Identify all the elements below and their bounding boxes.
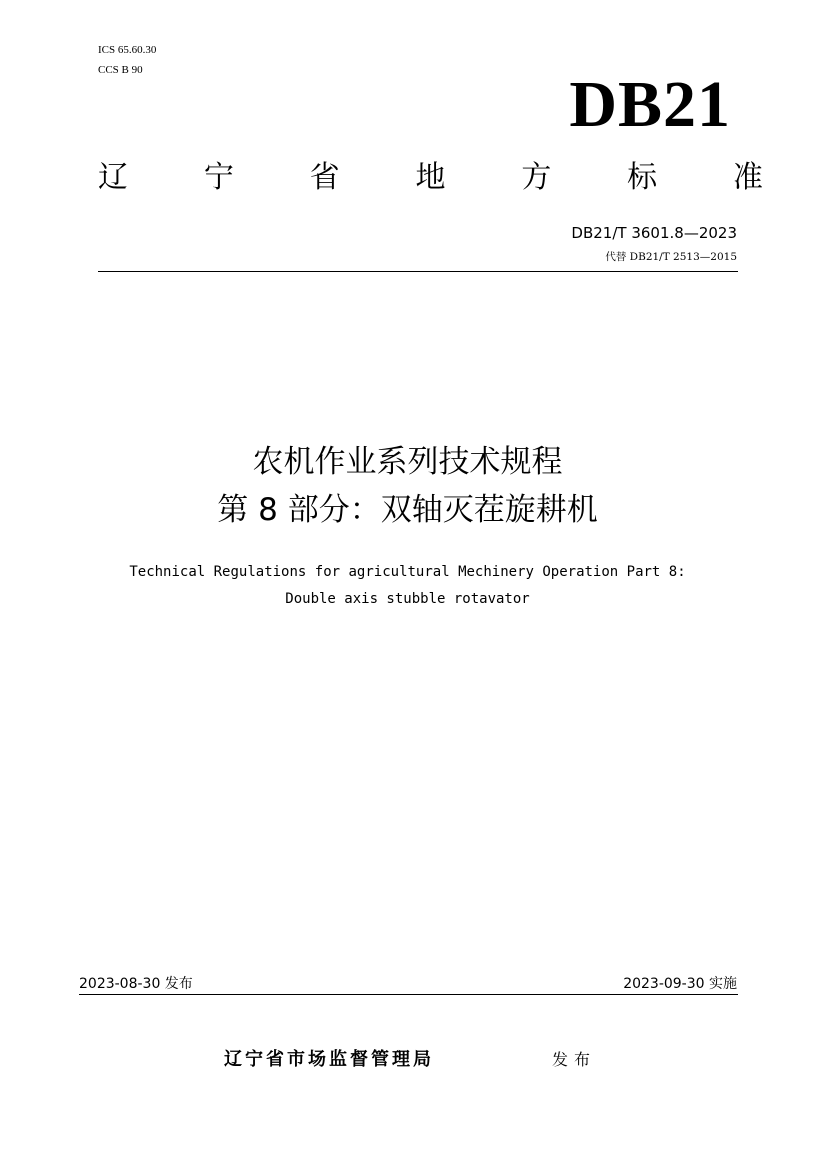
standard-class-title	[98, 158, 763, 198]
document-subtitle: 第 8 部分：双轴灭茬旋耕机	[217, 492, 598, 528]
implementation-date: 2023-09-30 实施	[623, 976, 737, 992]
db-logo: DB21	[569, 68, 731, 141]
footer-divider	[79, 994, 738, 995]
ccs-code: CCS B 90	[98, 64, 143, 76]
standard-class-char: 地	[415, 160, 446, 195]
standard-class-char: 辽	[98, 160, 128, 195]
issuing-authority: 辽宁省市场监督管理局	[224, 1049, 434, 1070]
standard-number: DB21/T 3601.8—2023	[571, 224, 737, 242]
header-divider	[98, 271, 738, 272]
english-title-line-2: Double axis stubble rotavator	[285, 591, 530, 607]
document-title: 农机作业系列技术规程	[252, 444, 563, 480]
standard-class-char: 宁	[203, 160, 234, 195]
standard-class-char: 标	[627, 160, 658, 195]
english-title-line-1: Technical Regulations for agricultural Mechinery Operation Part 8:	[129, 564, 686, 580]
replaces-standard: 代替 DB21/T 2513—2015	[605, 251, 737, 263]
standard-class-char: 省	[309, 160, 340, 195]
issue-date: 2023-08-30 发布	[79, 976, 193, 992]
ics-code: ICS 65.60.30	[98, 44, 157, 56]
standard-class-char: 方	[521, 160, 552, 195]
issuing-authority-suffix: 发布	[552, 1050, 597, 1069]
standard-class-char: 准	[732, 160, 763, 195]
